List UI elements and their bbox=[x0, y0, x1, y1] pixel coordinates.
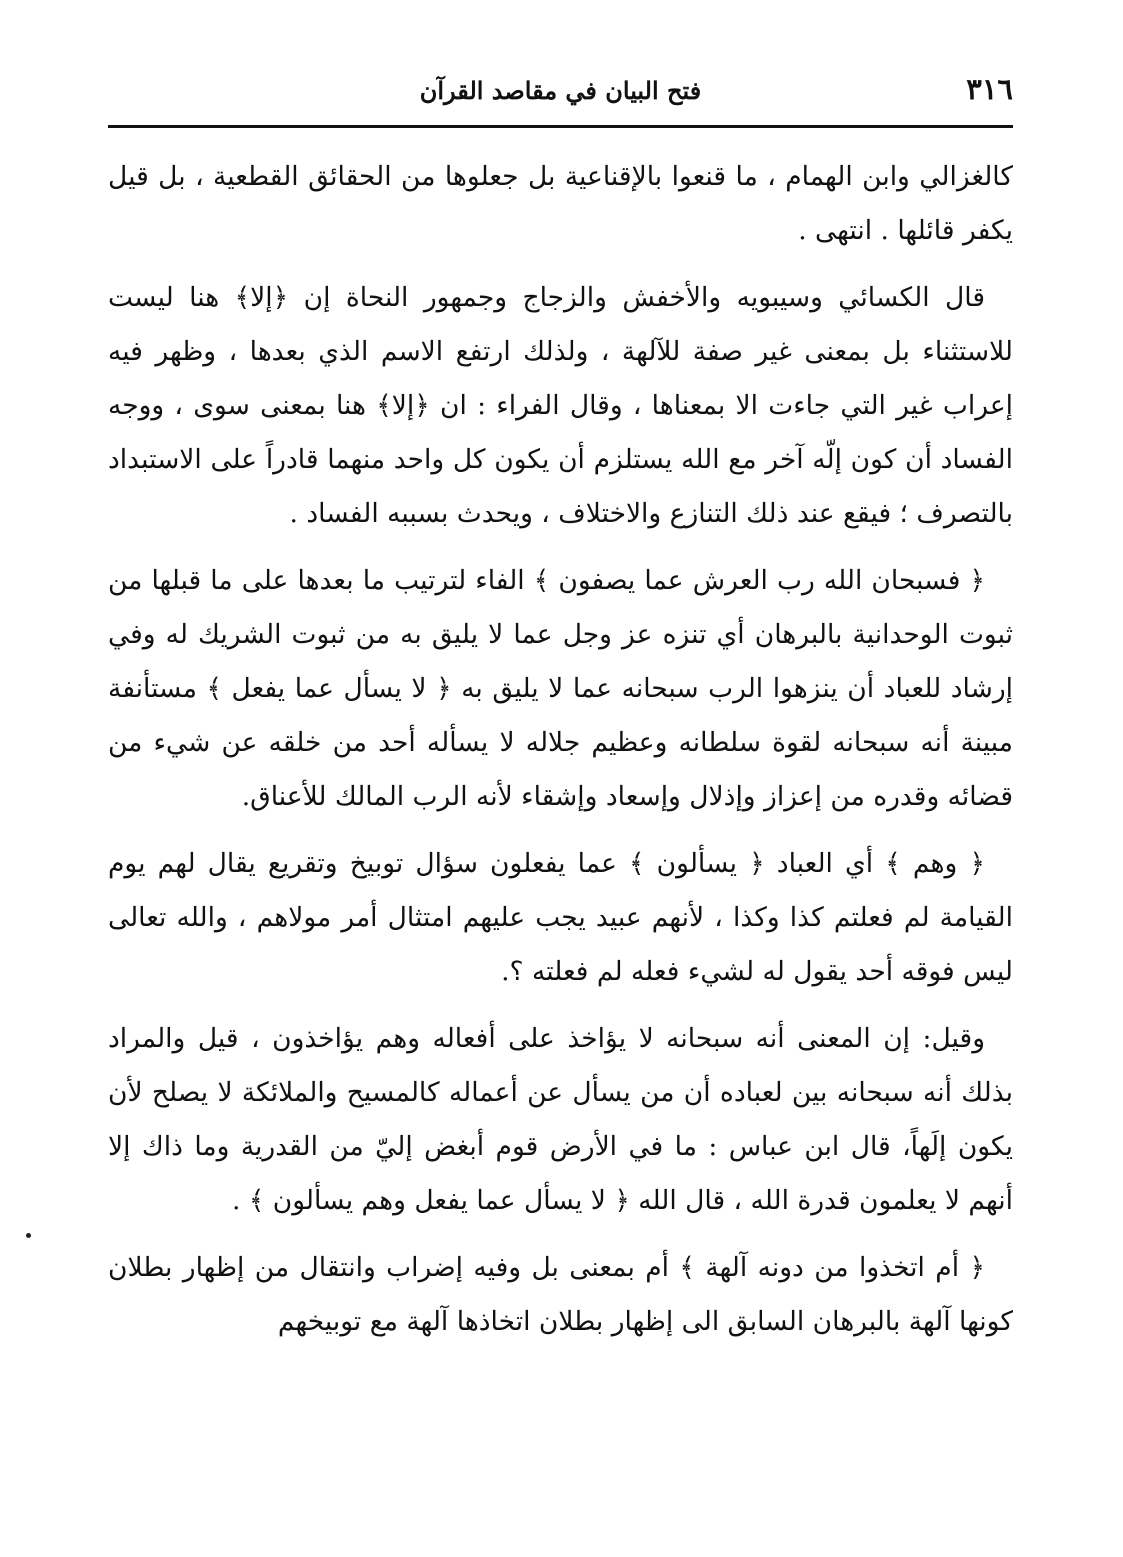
running-title: فتح البيان في مقاصد القرآن bbox=[419, 76, 702, 105]
scan-speck bbox=[26, 1233, 31, 1238]
page-number: ٣١٦ bbox=[966, 72, 1013, 106]
body-text bbox=[108, 150, 1013, 1362]
paragraph-1: كالغزالي وابن الهمام ، ما قنعوا بالإقناعية بل جعلوها من الحقائق القطعية ، بل قيل يكفر قائلها . انتهى . bbox=[108, 161, 1013, 246]
header-divider bbox=[108, 125, 1013, 128]
paragraph-2: قال الكسائي وسيبويه والأخفش والزجاج وجمهور النحاة إن ﴿إلا﴾ هنا ليست للاستثناء بل بمعنى غير صفة للآلهة ، ولذلك ارتفع الاسم الذي بعدها ، وظهر فيه إعراب غير التي جاءت الا بمعناها ، وقال الفراء : ان ﴿إلا﴾ هنا بمعنى سوى ، ووجه الفساد أن كون إلّه آخر مع الله يستلزم أن يكون كل واحد منهما قادراً على الاستبداد بالتصرف ؛ فيقع عند ذلك التنازع والاختلاف ، ويحدث بسببه الفساد . bbox=[108, 282, 1013, 529]
paragraph-5: وقيل: إن المعنى أنه سبحانه لا يؤاخذ على أفعاله وهم يؤاخذون ، قيل والمراد بذلك أنه سبحانه بين لعباده أن من يسأل عن أعماله كالمسيح والملائكة لا يصلح لأن يكون إلَهاً، قال ابن عباس : ما في الأرض قوم أبغض إليّ من القدرية وما ذاك إلا أنهم لا يعلمون قدرة الله ، قال الله ﴿ لا يسأل عما يفعل وهم يسألون ﴾ . bbox=[108, 1023, 1013, 1216]
page-header bbox=[108, 70, 1013, 128]
paragraph-3: ﴿ فسبحان الله رب العرش عما يصفون ﴾ الفاء لترتيب ما بعدها على ما قبلها من ثبوت الوحدانية بالبرهان أي تنزه عز وجل عما لا يليق به من ثبوت الشريك له وفي إرشاد للعباد أن ينزهوا الرب سبحانه عما لا يليق به ﴿ لا يسأل عما يفعل ﴾ مستأنفة مبينة أنه سبحانه لقوة سلطانه وعظيم جلاله لا يسأله أحد من خلقه عن شيء من قضائه وقدره من إعزاز وإذلال وإسعاد وإشقاء لأنه الرب المالك للأعناق. bbox=[108, 565, 1013, 812]
paragraph-6: ﴿ أم اتخذوا من دونه آلهة ﴾ أم بمعنى بل وفيه إضراب وانتقال من إظهار بطلان كونها آلهة بالبرهان السابق الى إظهار بطلان اتخاذها آلهة مع توبيخهم bbox=[108, 1252, 1013, 1337]
paragraph-4: ﴿ وهم ﴾ أي العباد ﴿ يسألون ﴾ عما يفعلون سؤال توبيخ وتقريع يقال لهم يوم القيامة لم فعلتم كذا وكذا ، لأنهم عبيد يجب عليهم امتثال أمر مولاهم ، والله تعالى ليس فوقه أحد يقول له لشيء فعله لم فعلته ؟. bbox=[108, 848, 1013, 987]
